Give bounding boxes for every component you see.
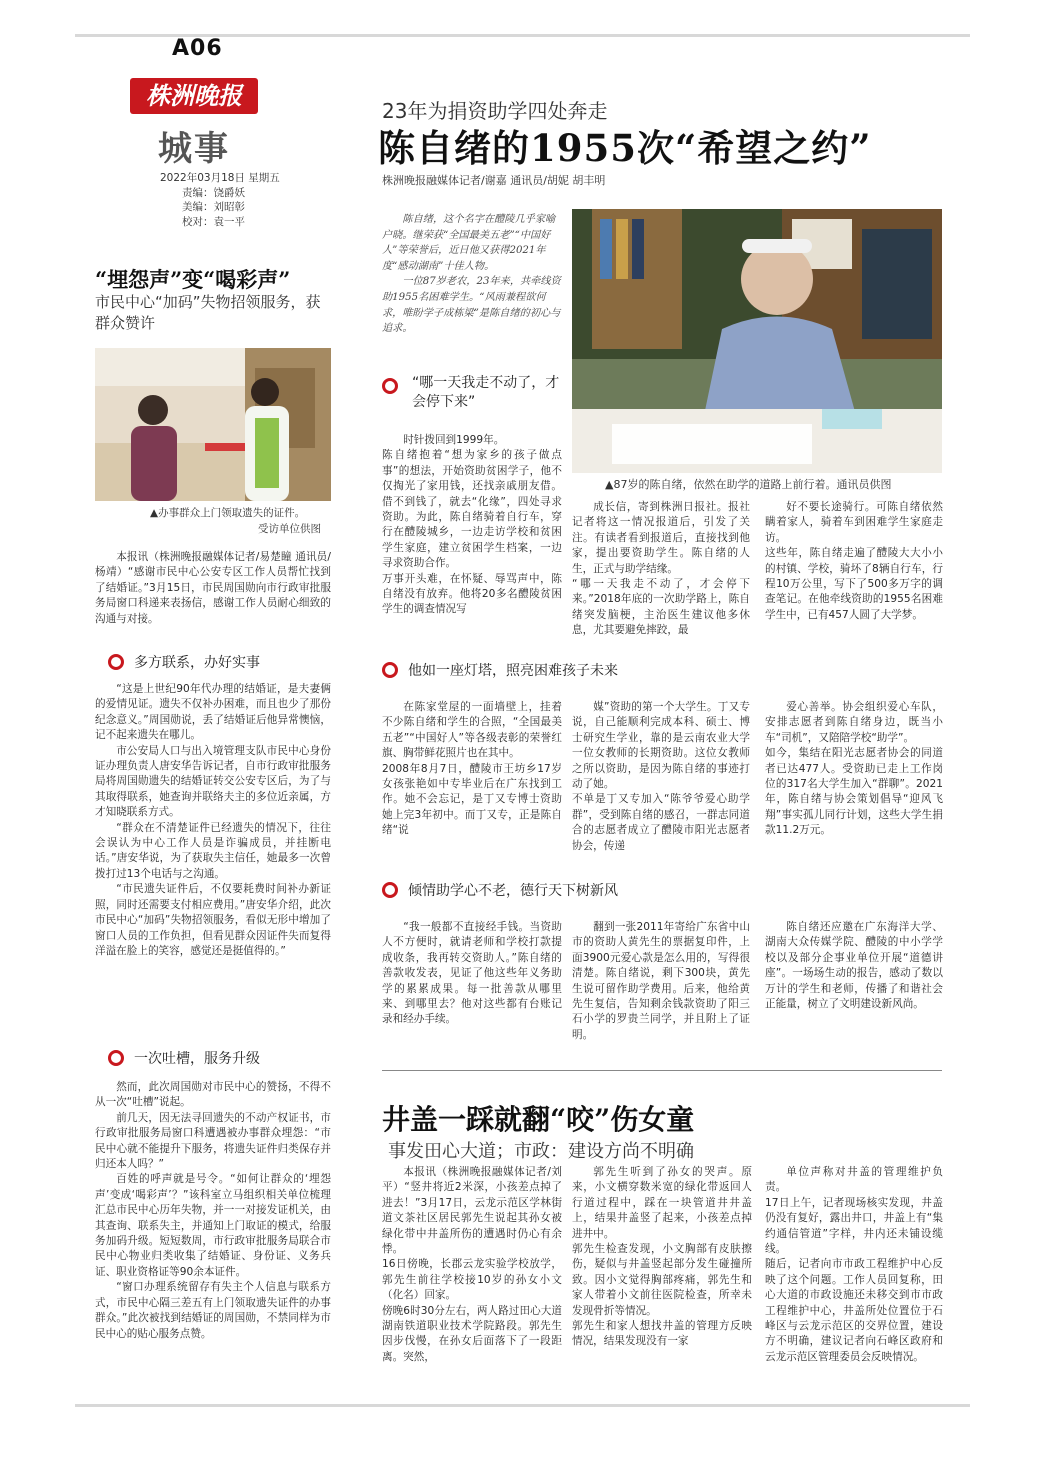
main-lead: 陈自绪，这个名字在醴陵几乎家喻户晓。继荣获“全国最美五老”“中国好人”等荣誉后，近日他又获得2021年度“感动湖南”十佳人物。 一位87岁老农，23年来，共牵线资助1955名困难学生。“风雨兼程欲何求，唯盼学子成栋梁”是陈自绪的初心与追求。 [382, 214, 561, 335]
left-story-lead: 本报讯（株洲晚报融媒体记者/易楚瞳 通讯员/杨靖）“感谢市民中心公安专区工作人员帮忙找到了结婚证。”3月15日，市民周国勋向市行政审批服务局窗口科递来表扬信，感谢工作人员耐心细致的沟通与对接。 [95, 551, 331, 625]
section-title: 城事 [158, 129, 230, 169]
bottom-story-col-1: 本报讯（株洲晚报融媒体记者/刘平）“竖井将近2米深，小孩差点掉了进去！”3月17日，云龙示范区学林街道文茶社区居民郭先生说起其孙女被绿化带中井盖所伤的遭遇时仍心有余悸。 16日傍晚，长郡云龙实验学校放学，郭先生前往学校接10岁的孙女小文（化名）回家。 傍晚6时30分左右，两人路过田心大道湖南铁道职业技术学院路段。郭先生因步伐慢，在孙女后面落下了一段距离。突然， [382, 1166, 562, 1363]
left-story-body-2: 然而，此次周国勋对市民中心的赞扬，不得不从一次“吐槽”说起。 前几天，因无法寻回遗失的不动产权证书，市行政审批服务局窗口科遭遇被办事群众埋怨：“市民中心就不能提升下服务，将遗失证件归类保存并归还本人吗？” 百姓的呼声就是号令。“如何让群众的‘埋怨声’变成‘喝彩声’？”该科室立马组织相关单位梳理汇总市民中心历年失物，并一一对接发证机关，由其查询、联系失主，并通知上门取证的模式，给服务加码升级。短短数周，市行政审批服务局联合市民中心物业归类收集了结婚证、身份证、义务兵证、职业资格证等90余本证件。 “窗口办理系统留存有失主个人信息与联系方式，市民中心隔三差五有上门领取遗失证件的办事群众。”此次被找到结婚证的周国勋，不禁同样为市民中心的贴心服务点赞。 [95, 1081, 331, 1340]
page-number: A06 [172, 36, 223, 61]
main-section-2-col-2: 媒”资助的第一个大学生。丁又专说，自己能顺利完成本科、硕士、博士研究生学业，靠的是云南农业大学一位女教师的长期资助。这位女教师之所以资助，是因为陈自绪的事迹打动了她。 不单是丁又专加入“陈爷爷爱心助学群”，受到陈自绪的感召，一群志同道合的志愿者成立了醴陵市阳光志愿者协会，传递 [572, 701, 750, 852]
main-section-1-col-2: 成长信，寄到株洲日报社。报社记者将这一情况报道后，引发了关注。有读者看到报道后，直接找到他家，提出要资助学生。陈自绪的人生，正式与助学结缘。 “哪一天我走不动了，才会停下来。”2018年底的一次助学路上，陈自绪突发脑梗，主治医生建议他多休息，尤其要避免摔跤，最 [572, 501, 750, 637]
bottom-story-title: 井盖一踩就翻“咬”伤女童 [382, 1103, 695, 1136]
main-section-3-col-1: “我一般都不直接经手钱。当资助人不方便时，就请老师和学校打款提成收条，我再转交资助人。”陈自绪的善款收发表，见证了他这些年义务助学的累累成果。每一批善款从哪里来、到哪里去？他对这些都有台账记录和经办手续。 [382, 921, 562, 1026]
edition-meta [160, 171, 280, 229]
red-circle-icon [108, 654, 124, 670]
designer: 美编：刘昭彰 [182, 201, 245, 213]
newspaper-logo: 株洲晚报 [130, 78, 258, 114]
left-story-body-1: “这是上世纪90年代办理的结婚证，是夫妻俩的爱情见证。遗失不仅补办困难，而且也少了那份纪念意义。”周国勋说，丢了结婚证后他异常懊恼，记不起来遗失在哪儿。 市公安局人口与出入境管理支队市民中心身份证办理负责人唐安华告诉记者，自市行政审批服务局将周国勋遗失的结婚证转交公安专区后，为了与其取得联系，她查询并联络夫主的多位近亲属，方才知晓联系方式。 “群众在不清楚证件已经遗失的情况下，往往会误认为中心工作人员是诈骗成员，并挂断电话。”唐安华说，为了获取失主信任，她最多一次曾拨打过13个电话与之沟通。 “市民遗失证件后，不仅要耗费时间补办新证照，同时还需要支付相应费用。”唐安华介绍，此次市民中心“加码”失物招领服务，看似无形中增加了窗口人员的工作负担，但看见群众因证件失而复得洋溢在脸上的笑容，感觉还是挺值得的。” [95, 683, 331, 957]
red-circle-icon [382, 378, 398, 394]
main-byline: 株洲晚报融媒体记者/谢嘉 通讯员/胡妮 胡丰明 [382, 174, 606, 187]
main-section-1-col-1: 时针拨回到1999年。 陈自绪抱着“想为家乡的孩子做点事”的想法，开始资助贫困学子，他不仅掏光了家用钱，还找亲戚朋友借。借不到钱了，就去“化缘”，四处寻求资助。为此，陈自绪骑着自行车，穿行在醴陵城乡，一边走访学校和贫困学生家庭，建立贫困学生档案，一边寻求资助合作。 万事开头难，在怀疑、辱骂声中，陈自绪没有放弃。他将20多名醴陵贫困学生的调查情况写 [382, 434, 562, 616]
story-divider [382, 1070, 942, 1071]
bottom-story-subtitle: 事发田心大道；市政：建设方尚不明确 [388, 1141, 694, 1162]
red-circle-icon [382, 662, 398, 678]
left-photo-caption: ▲办事群众上门领取遗失的证件。 [150, 507, 306, 519]
main-subhead-3: 倾情助学心不老，德行天下树新风 [382, 880, 618, 900]
main-photo [572, 209, 942, 473]
main-kicker: 23年为捐资助学四处奔走 [382, 99, 608, 123]
main-subhead-1: “哪一天我走不动了，才会停下来” [382, 374, 570, 412]
bottom-rule [75, 1404, 970, 1407]
edition-date: 2022年03月18日 星期五 [160, 172, 280, 184]
left-photo-credit: 受访单位供图 [258, 523, 321, 535]
left-story-title: “埋怨声”变“喝彩声” [95, 267, 291, 292]
red-circle-icon [382, 882, 398, 898]
bottom-story-col-3: 单位声称对井盖的管理维护负责。 17日上午，记者现场核实发现，井盖仍没有复好，露出井口，井盖上有“集约通信管道”字样，井内还未铺设缆线。 随后，记者向市市政工程维护中心反映了这个问题。工作人员回复称，田心大道的市政设施还未移交到市市政工程维护中心，井盖所处位置位于石峰区与云龙示范区的交界位置，建设方不明确，建议记者向石峰区政府和云龙示范区管理委员会反映情况。 [765, 1166, 943, 1363]
left-subhead-2: 一次吐槽，服务升级 [108, 1048, 260, 1068]
main-photo-caption: ▲87岁的陈自绪，依然在助学的道路上前行着。通讯员供图 [605, 478, 892, 491]
bottom-story-col-2: 郭先生听到了孙女的哭声。原来，小文横穿数米宽的绿化带返回人行道过程中，踩在一块管道井井盖上，结果井盖竖了起来，小孩差点掉进井中。 郭先生检查发现，小文胸部有皮肤擦伤，疑似与井盖竖起部分发生碰撞所致。因小文觉得胸部疼痛，郭先生和家人带着小文前往医院检查，所幸未发现骨折等情况。 郭先生和家人想找井盖的管理方反映情况，结果发现没有一家 [572, 1166, 752, 1348]
left-subhead-1: 多方联系，办好实事 [108, 652, 260, 672]
main-section-1-col-3: 好不要长途骑行。可陈自绪依然瞒着家人，骑着车到困难学生家庭走访。 这些年，陈自绪走遍了醴陵大大小小的村镇、学校，骑坏了8辆自行车，行程10万公里，写下了500多万字的调查笔记。在他牵线资助的1955名困难学生中，已有457人圆了大学梦。 [765, 501, 943, 621]
main-subhead-2: 他如一座灯塔，照亮困难孩子未来 [382, 660, 618, 680]
main-title: 陈自绪的1955次“希望之约” [378, 126, 872, 170]
left-story-subtitle: 市民中心“加码”失物招领服务，获群众赞许 [95, 293, 321, 332]
red-circle-icon [108, 1050, 124, 1066]
left-story-photo [95, 348, 331, 501]
main-section-2-col-1: 在陈家堂屋的一面墙壁上，挂着不少陈自绪和学生的合照，“全国最美五老”“中国好人”等各级表彰的荣誉红旗、胸带鲜花照片也在其中。 2008年8月7日，醴陵市王坊乡17岁女孩张艳如中专毕业后在广东找到工作。她不会忘记，是丁又专博士资助她上完3年初中。而丁又专，正是陈自绪“说 [382, 701, 562, 837]
main-section-2-col-3: 爱心善举。协会组织爱心车队，安排志愿者到陈自绪身边，既当小车“司机”，又陪陪学校“助学”。 如今，集结在阳光志愿者协会的同道者已达477人。受资助已走上工作岗位的317名大学生加入“群聊”。2021年，陈自绪与协会策划倡导“迎风飞翔”事实孤儿同行计划，这些大学生捐款11.2万元。 [765, 701, 943, 837]
main-section-3-col-3: 陈自绪还应邀在广东海洋大学、湖南大众传媒学院、醴陵的中小学学校以及部分企事业单位开展“道德讲座”。一场场生动的报告，感动了数以万计的学生和老师，传播了和谐社会正能量，树立了文明建设新风尚。 [765, 921, 943, 1011]
editor: 责编：饶爵妖 [182, 186, 245, 199]
proofreader: 校对：袁一平 [182, 215, 245, 228]
main-section-3-col-2: 翻到一张2011年寄给广东省中山市的资助人黄先生的票据复印件，上面3900元爱心款是怎么用的，写得很清楚。陈自绪说，剩下300块，黄先生说可留作助学费用。后来，他给黄先生复信，告知剩余钱款资助了阳三石小学的罗贵兰同学，并且附上了证明。 [572, 921, 750, 1041]
